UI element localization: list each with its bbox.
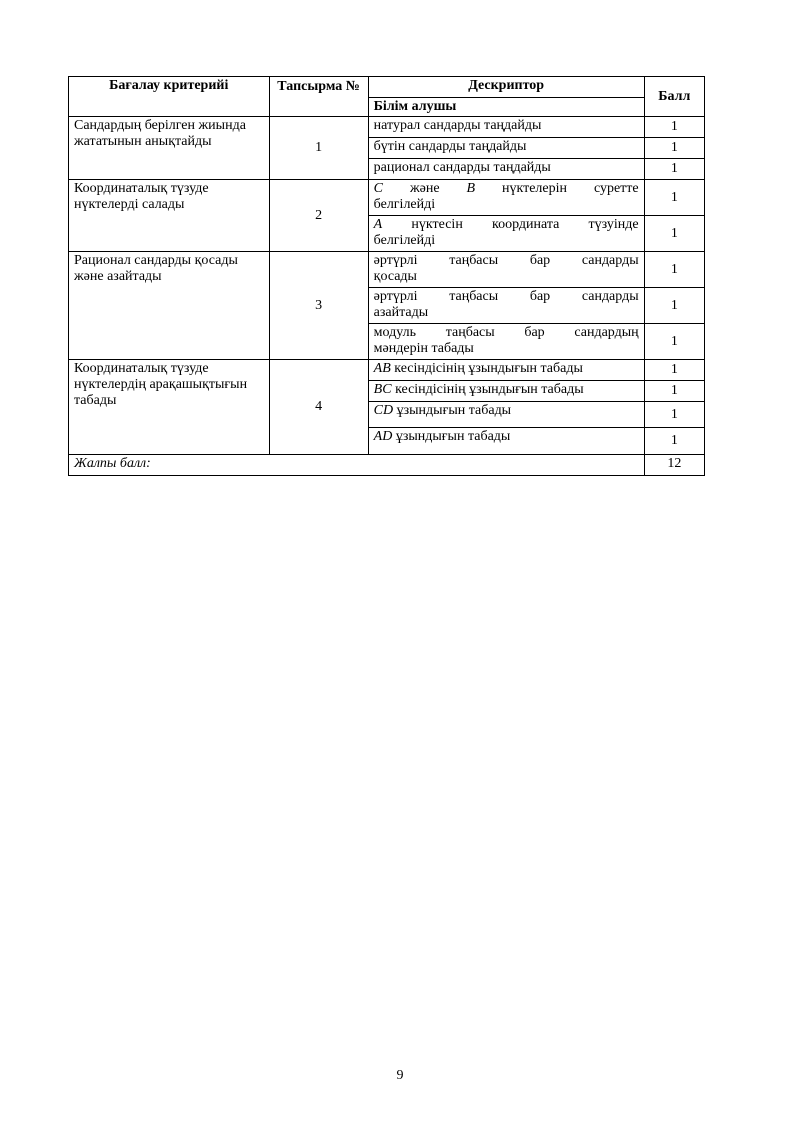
score-1-1: 1 <box>644 117 704 138</box>
header-task: Тапсырма № <box>269 77 368 117</box>
descriptor-3-3: модуль таңбасы бар сандардың мәндерін табады <box>368 324 644 360</box>
total-label: Жалпы балл: <box>69 455 645 476</box>
header-score: Балл <box>644 77 704 117</box>
criterion-2: Координаталық түзуде нүктелерді салады <box>69 180 270 252</box>
total-score: 12 <box>644 455 704 476</box>
score-4-4: 1 <box>644 428 704 455</box>
descriptor-3-2: әртүрлі таңбасы бар сандарды азайтады <box>368 288 644 324</box>
score-4-2: 1 <box>644 381 704 402</box>
score-4-3: 1 <box>644 402 704 428</box>
score-2-2: 1 <box>644 216 704 252</box>
score-4-1: 1 <box>644 360 704 381</box>
score-3-2: 1 <box>644 288 704 324</box>
descriptor-4-3: CD ұзындығын табады <box>368 402 644 428</box>
page-number: 9 <box>396 1068 404 1083</box>
criterion-3: Рационал сандарды қосады және азайтады <box>69 252 270 360</box>
score-3-3: 1 <box>644 324 704 360</box>
score-3-1: 1 <box>644 252 704 288</box>
header-descriptor-sub: Білім алушы <box>368 98 644 117</box>
descriptor-4-1: AB кесіндісінің ұзындығын табады <box>368 360 644 381</box>
descriptor-1-3: рационал сандарды таңдайды <box>368 159 644 180</box>
descriptor-2-1: C және B нүктелерін суретте белгілейді <box>368 180 644 216</box>
assessment-rubric-table <box>68 76 705 476</box>
descriptor-2-2: A нүктесін координата түзуінде белгілейді <box>368 216 644 252</box>
descriptor-3-1: әртүрлі таңбасы бар сандарды қосады <box>368 252 644 288</box>
score-1-2: 1 <box>644 138 704 159</box>
descriptor-4-2: BC кесіндісінің ұзындығын табады <box>368 381 644 402</box>
task-number-2: 2 <box>269 180 368 252</box>
score-1-3: 1 <box>644 159 704 180</box>
task-number-4: 4 <box>269 360 368 455</box>
descriptor-1-1: натурал сандарды таңдайды <box>368 117 644 138</box>
task-number-3: 3 <box>269 252 368 360</box>
criterion-4: Координаталық түзуде нүктелердің арақашықтығын табады <box>69 360 270 455</box>
criterion-1: Сандардың берілген жиында жататынын анықтайды <box>69 117 270 180</box>
header-criterion: Бағалау критерийі <box>69 77 270 117</box>
header-descriptor: Дескриптор <box>368 77 644 98</box>
descriptor-1-2: бүтін сандарды таңдайды <box>368 138 644 159</box>
score-2-1: 1 <box>644 180 704 216</box>
descriptor-4-4: AD ұзындығын табады <box>368 428 644 455</box>
task-number-1: 1 <box>269 117 368 180</box>
